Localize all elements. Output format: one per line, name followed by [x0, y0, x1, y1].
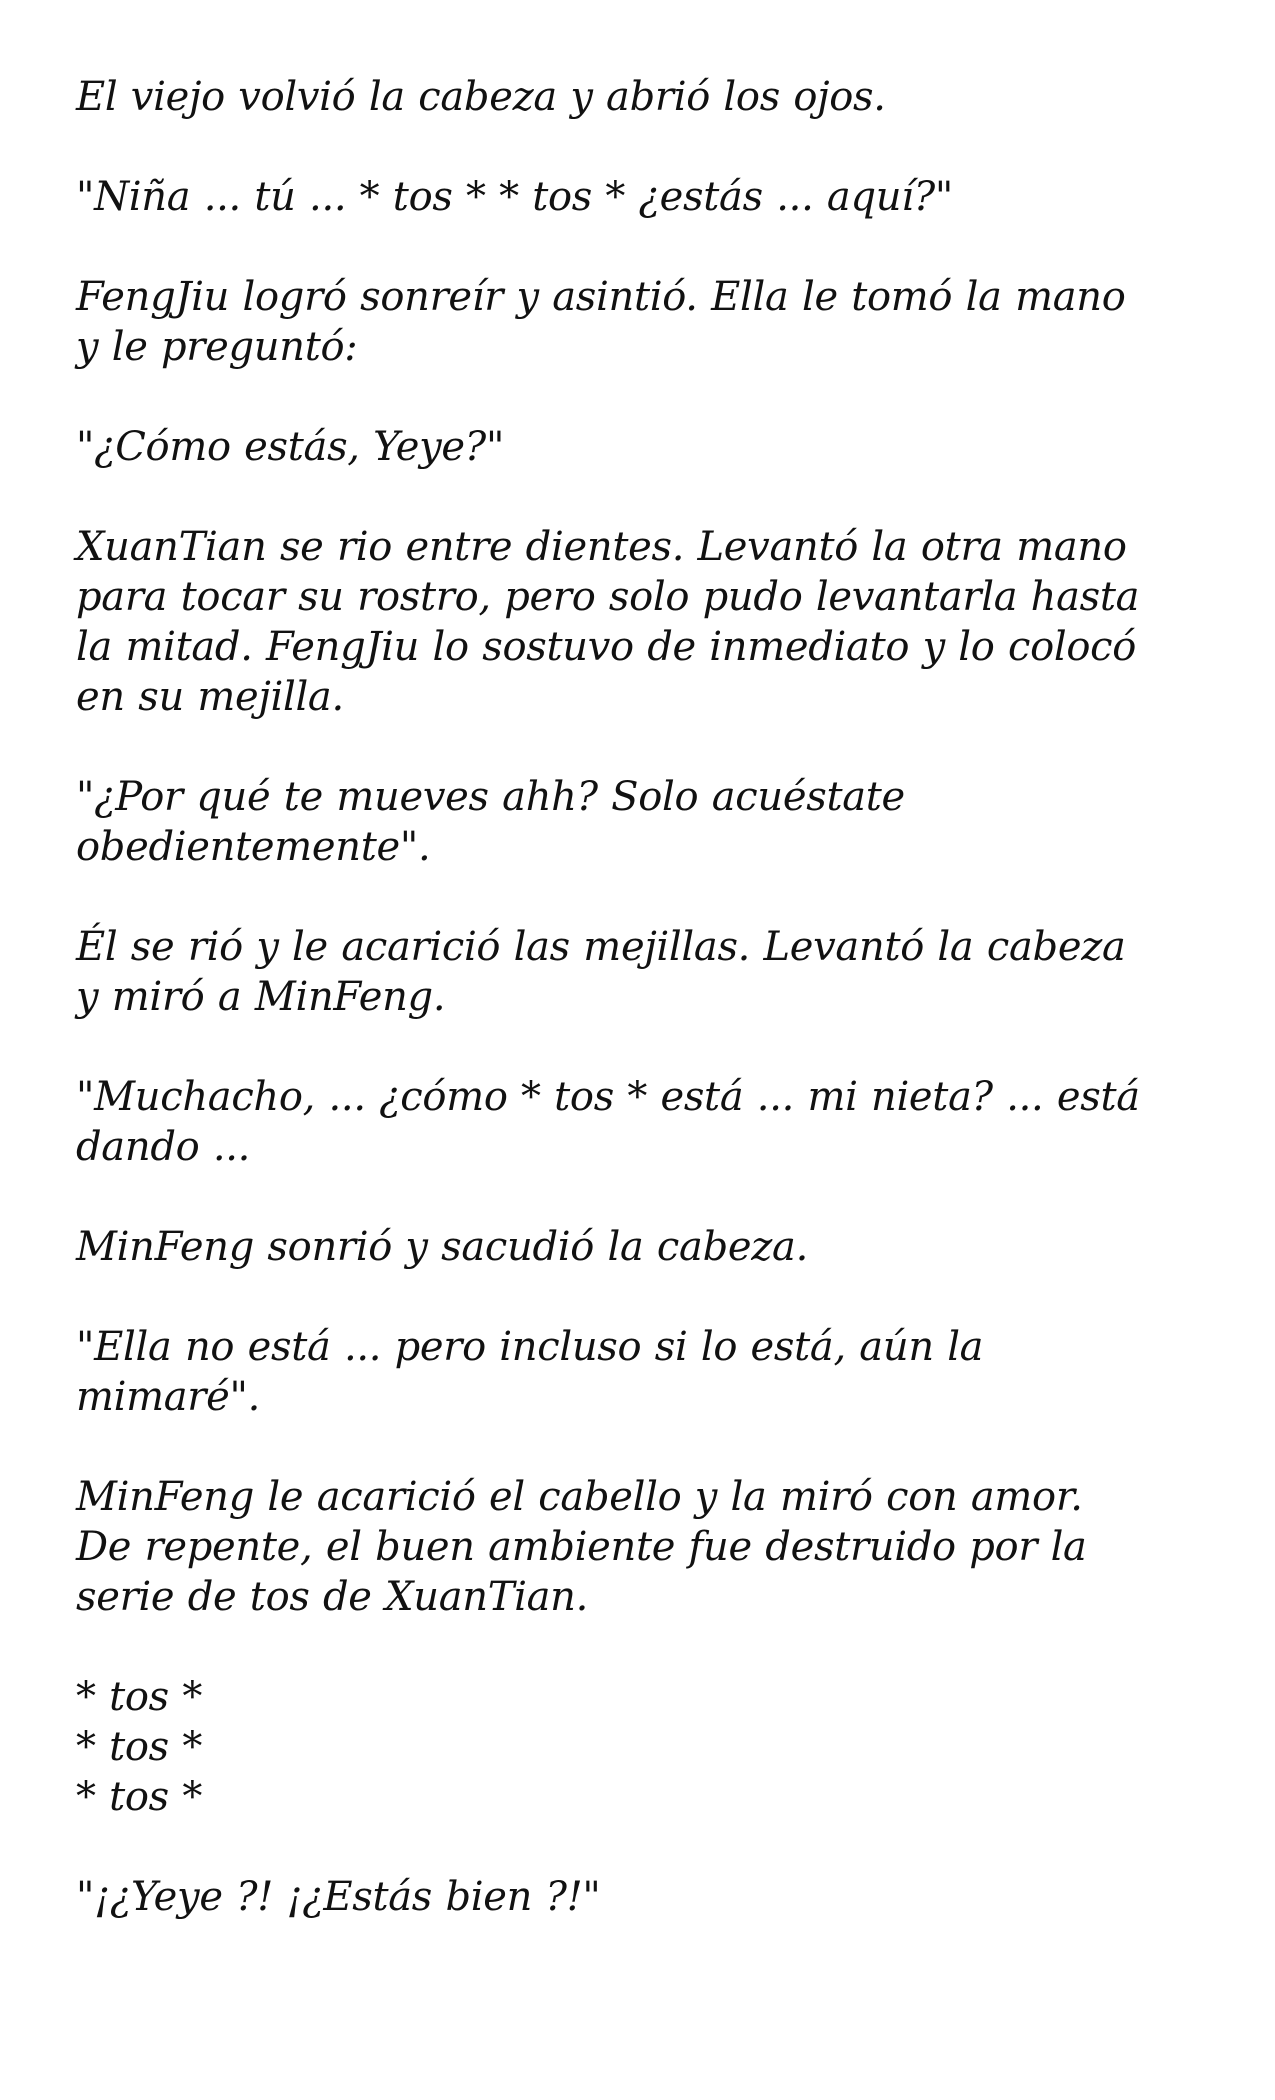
paragraph-13: "¡¿Yeye ?! ¡¿Estás bien ?!": [76, 1874, 601, 1920]
paragraph-10: "Ella no está ... pero incluso si lo está, aún la mimaré".: [76, 1324, 984, 1420]
paragraph-6: "¿Por qué te mueves ahh? Solo acuéstate obedientemente".: [76, 774, 905, 870]
paragraph-11: MinFeng le acarició el cabello y la miró con amor. De repente, el buen ambiente fue destruido por la serie de tos de XuanTian.: [76, 1474, 1087, 1620]
paragraph-12: * tos * * tos * * tos *: [76, 1674, 203, 1820]
paragraph-9: MinFeng sonrió y sacudió la cabeza.: [76, 1224, 808, 1270]
paragraph-8: "Muchacho, ... ¿cómo * tos * está ... mi nieta? ... está dando ...: [76, 1074, 1140, 1170]
paragraph-7: Él se rió y le acarició las mejillas. Levantó la cabeza y miró a MinFeng.: [76, 924, 1126, 1020]
document-body: [76, 72, 1205, 1922]
paragraph-2: "Niña ... tú ... * tos * * tos * ¿estás ... aquí?": [76, 174, 953, 220]
paragraph-5: XuanTian se rio entre dientes. Levantó la otra mano para tocar su rostro, pero solo pudo levantarla hasta la mitad. FengJiu lo sostuvo de inmediato y lo colocó en su mejilla.: [76, 524, 1140, 720]
paragraph-3: FengJiu logró sonreír y asintió. Ella le tomó la mano y le preguntó:: [76, 274, 1126, 370]
paragraph-1: El viejo volvió la cabeza y abrió los ojos.: [76, 74, 886, 120]
paragraph-4: "¿Cómo estás, Yeye?": [76, 424, 505, 470]
